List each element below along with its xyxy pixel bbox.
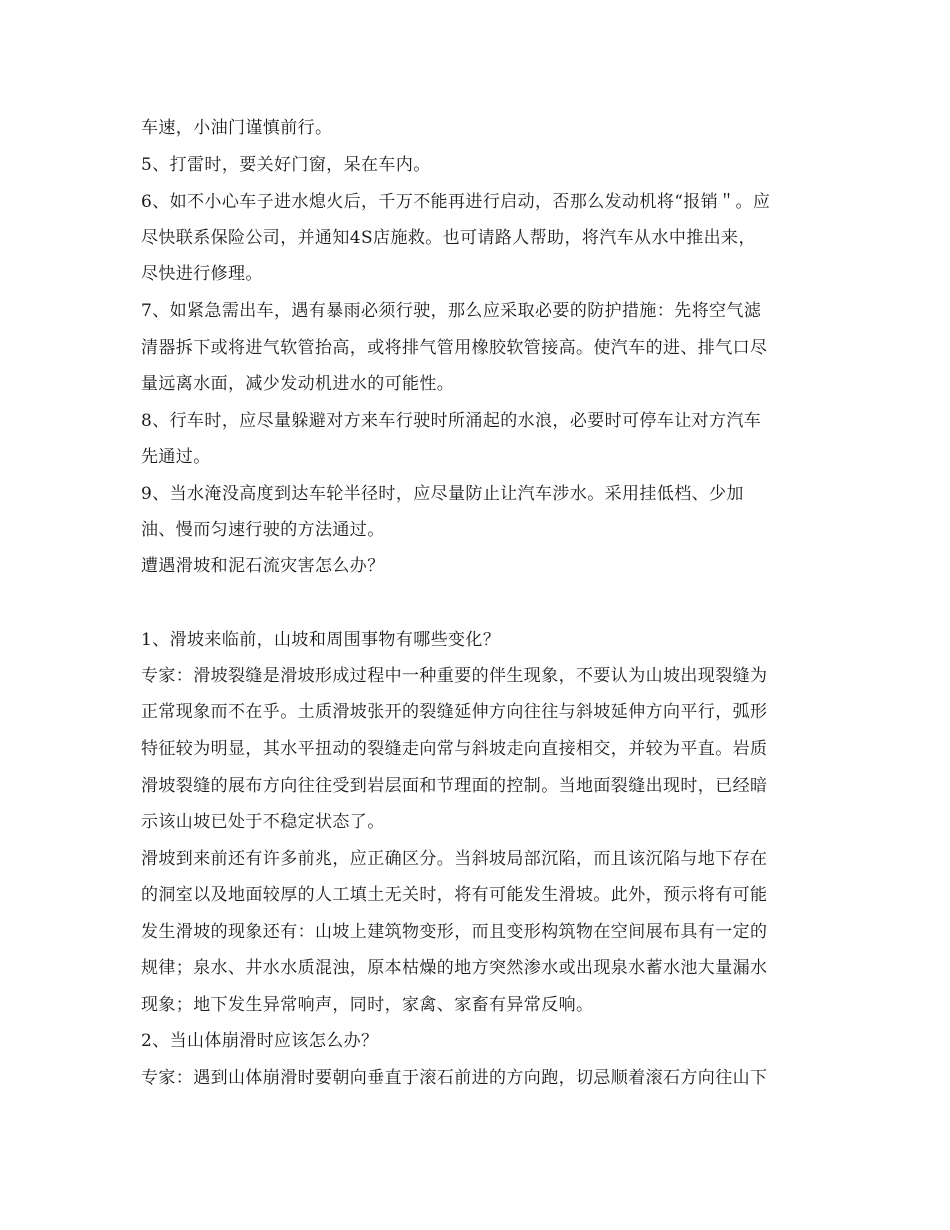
text-line: 正常现象而不在乎。土质滑坡张开的裂缝延伸方向往往与斜坡延伸方向平行，弧形 [141,702,768,722]
text-line: 车速，小油门谨慎前行。 [141,118,333,138]
text-line: 先通过。 [141,447,211,467]
text-line: 的洞室以及地面较厚的人工填土无关时，将有可能发生滑坡。此外，预示将有可能 [141,885,768,905]
text-line: 量远离水面，减少发动机进水的可能性。 [141,374,455,394]
text-line: 特征较为明显，其水平扭动的裂缝走向常与斜坡走向直接相交，并较为平直。岩质 [141,739,768,759]
text-line: 规律；泉水、井水水质混浊，原本枯燥的地方突然渗水或出现泉水蓄水池大量漏水 [141,958,768,978]
text-line: 油、慢而匀速行驶的方法通过。 [141,520,385,540]
question-2: 2、当山体崩滑时应该怎么办？ [141,1031,379,1051]
text-line: 滑坡到来前还有许多前兆，应正确区分。当斜坡局部沉陷，而且该沉陷与地下存在 [141,849,768,869]
list-item-8: 8、行车时，应尽量躲避对方来车行驶时所涌起的水浪，必要时可停车让对方汽车 [141,411,762,431]
expert-answer: 专家：滑坡裂缝是滑坡形成过程中一种重要的伴生现象，不要认为山坡出现裂缝为 [141,666,768,686]
list-item-6: 6、如不小心车子进水熄火后，千万不能再进行启动，否那么发动机将“报销＂。应 [141,192,771,212]
text-line: 现象；地下发生异常响声，同时，家禽、家畜有异常反响。 [141,995,594,1015]
text-line: 清器拆下或将进气软管抬高，或将排气管用橡胶软管接高。使汽车的进、排气口尽 [141,338,768,358]
text-line: 发生滑坡的现象还有：山坡上建筑物变形，而且变形构筑物在空间展布具有一定的 [141,922,768,942]
question-1: 1、滑坡来临前，山坡和周围事物有哪些变化？ [141,630,501,650]
expert-answer: 专家：遇到山体崩滑时要朝向垂直于滚石前进的方向跑，切忌顺着滚石方向往山下 [141,1068,768,1088]
list-item-5: 5、打雷时，要关好门窗，呆在车内。 [141,155,431,175]
list-item-7: 7、如紧急需出车，遇有暴雨必须行驶，那么应采取必要的防护措施：先将空气滤 [141,301,762,321]
section-heading: 遭遇滑坡和泥石流灾害怎么办？ [141,556,385,576]
list-item-9: 9、当水淹没高度到达车轮半径时，应尽量防止让汽车涉水。采用挂低档、少加 [141,484,744,504]
text-line: 滑坡裂缝的展布方向往往受到岩层面和节理面的控制。当地面裂缝出现时，已经暗 [141,776,768,796]
text-line: 尽快联系保险公司，并通知4S店施救。也可请路人帮助，将汽车从水中推出来， [141,228,756,248]
text-line: 尽快进行修理。 [141,264,263,284]
text-line: 示该山坡已处于不稳定状态了。 [141,812,385,832]
